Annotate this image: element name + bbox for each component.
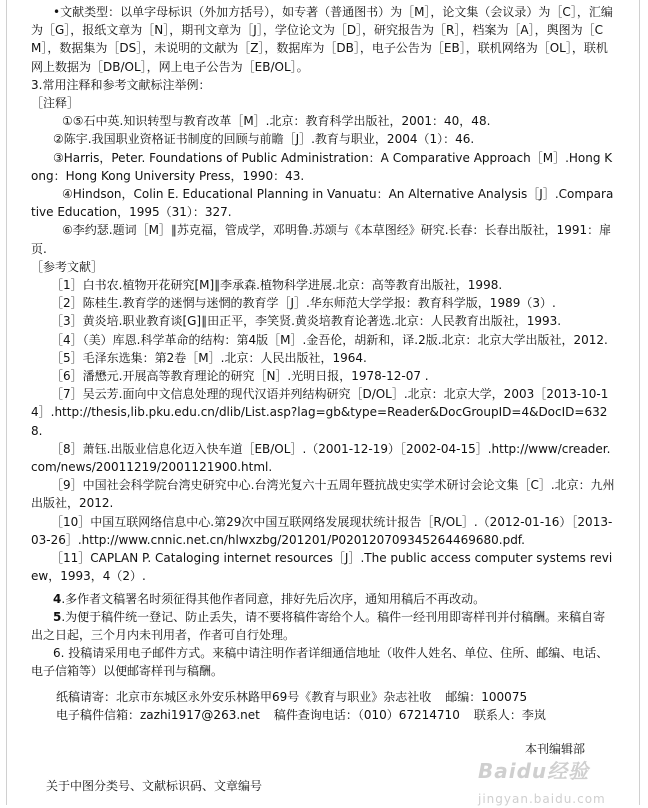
footer-caption: 关于中图分类号、文献标识码、文章编号 <box>46 779 263 793</box>
note-3: ③Harris，Peter. Foundations of Public Administration：A Comparative Approach［M］.Hong Kong：Hong Kong University Press，1990：43. <box>31 150 613 183</box>
reference-item: ［2］陈桂生.教育学的迷惘与迷惘的教育学［J］.华东师范大学学报：教育科学版，1989（3）. <box>51 296 556 311</box>
reference-item: ［1］白书农.植物开花研究[M]∥李承森.植物科学进展.北京：高等教育出版社，1998. <box>51 278 503 293</box>
item-4-text: .多作者文稿署名时须征得其他作者同意，排好先后次序，通知用稿后不再改动。 <box>61 591 486 606</box>
item-5-text: .为便于稿件统一登记、防止丢失，请不要将稿件寄给个人。稿件一经刊用即寄样刊并付稿酬。来稿自寄出之日起，三个月内未刊用者，作者可自行处理。 <box>31 609 606 642</box>
reference-item: ［7］吴云芳.面向中文信息处理的现代汉语并列结构研究［D/OL］.北京：北京大学，2003［2013-10-14］.http://thesis,lib.pku.edu.cn/dlib/List.asp?lag=gb&type=Reader&DocGroupID=4&DocID=6328. <box>31 387 609 438</box>
email-address: 电子稿件信箱：zazhi1917@263.net <box>56 708 260 722</box>
reference-item: ［8］萧钰.出版业信息化迈入快车道［EB/OL］.（2001-12-19）［2002-04-15］.http://www/creader.com/news/20011219/2001121900.html. <box>31 441 611 475</box>
watermark <box>478 755 606 808</box>
document-page <box>6 0 640 805</box>
doc-type-paragraph: •文献类型：以单字母标识（外加方括号），如专著（普通图书）为［M］，论文集（会议录）为［C］，汇编为［G］，报纸文章为［N］，期刊文章为［J］，学位论文为［D］，研究报告为［R］，档案为［A］，舆图为［CM］，数据集为［DS］，未说明的文献为［Z］，数据库为［DB］，电子公告为［EB］，联机网络为［OL］，联机网上数据为［DB/OL］，网上电子公告为［EB/OL］。 <box>31 5 613 74</box>
guideline-item-5 <box>31 608 639 644</box>
contact-person: 联系人：李岚 <box>473 708 546 722</box>
item-4-number: 4 <box>53 591 62 606</box>
notes-heading: ［注释］ <box>31 96 80 111</box>
phone-number: 稿件查询电话：（010）67214710 <box>273 708 460 722</box>
reference-item: ［6］潘懋元.开展高等教育理论的研究［N］.光明日报，1978-12-07 . <box>51 369 429 384</box>
note-2: ②陈宇.我国职业资格证书制度的回顾与前瞻［J］.教育与职业，2004（1）：46. <box>53 132 475 147</box>
watermark-brand: Baidu经验 <box>478 759 590 783</box>
reference-item: ［10］中国互联网络信息中心.第29次中国互联网络发展现状统计报告［R/OL］.（2012-01-16）［2013-03-26］.http://www.cnnic.net.cn/hlwxzbg/201201/P020120709345264469680.pdf. <box>31 514 613 547</box>
reference-item: ［3］黄炎培.职业教育谈[G]∥田正平，李笑贤.黄炎培教育论著选.北京：人民教育出版社，1993. <box>51 314 562 329</box>
note-6: ⑥李约瑟.题词［M］∥苏克福，管成学，邓明鲁.苏颂与《本草图经》研究.长春：长春出版社，1991：扉页. <box>31 223 612 256</box>
note-1: ①⑤石中英.知识转型与教育改革［M］.北京：教育科学出版社，2001：40，48. <box>62 114 491 129</box>
mail-address-line <box>56 688 541 705</box>
reference-item: ［5］毛泽东选集：第2卷［M］.北京：人民出版社，1964. <box>51 350 367 365</box>
references-heading: ［参考文献］ <box>31 259 104 274</box>
contact-line <box>56 706 560 723</box>
watermark-url: jingyan.baidu.com <box>478 792 606 806</box>
note-4: ④Hindson，Colin E. Educational Planning in Vanuatu：An Alternative Analysis［J］.Comparative Education，1995（31）：327. <box>31 187 614 220</box>
section-3-heading: 3.常用注释和参考文献标注举例： <box>31 77 211 92</box>
guideline-item-6: 6. 投稿请采用电子邮件方式。来稿中请注明作者详细通信地址（收件人姓名、单位、住所、邮编、电话、电子信箱等）以便邮寄样刊与稿酬。 <box>31 646 609 679</box>
item-5-number: 5 <box>53 609 62 624</box>
reference-item: ［11］CAPLAN P. Cataloging internet resources［J］.The public access computer systems review，1993，4（2）. <box>31 551 613 584</box>
editorial-department: 本刊编辑部 <box>525 742 586 756</box>
reference-item: ［9］中国社会科学院台湾史研究中心.台湾光复六十五周年暨抗战史实学术研讨会论文集［C］.北京：九州出版社，2012. <box>31 478 615 511</box>
postcode: 邮编：100075 <box>445 690 528 704</box>
guideline-item-4 <box>31 590 639 608</box>
mail-address: 纸稿请寄：北京市东城区永外安乐林路甲69号《教育与职业》杂志社收 <box>56 690 432 704</box>
reference-item: ［4］（美）库恩.科学革命的结构：第4版［M］.金吾伦，胡新和，译.2版.北京：北京大学出版社，2012. <box>51 332 608 347</box>
